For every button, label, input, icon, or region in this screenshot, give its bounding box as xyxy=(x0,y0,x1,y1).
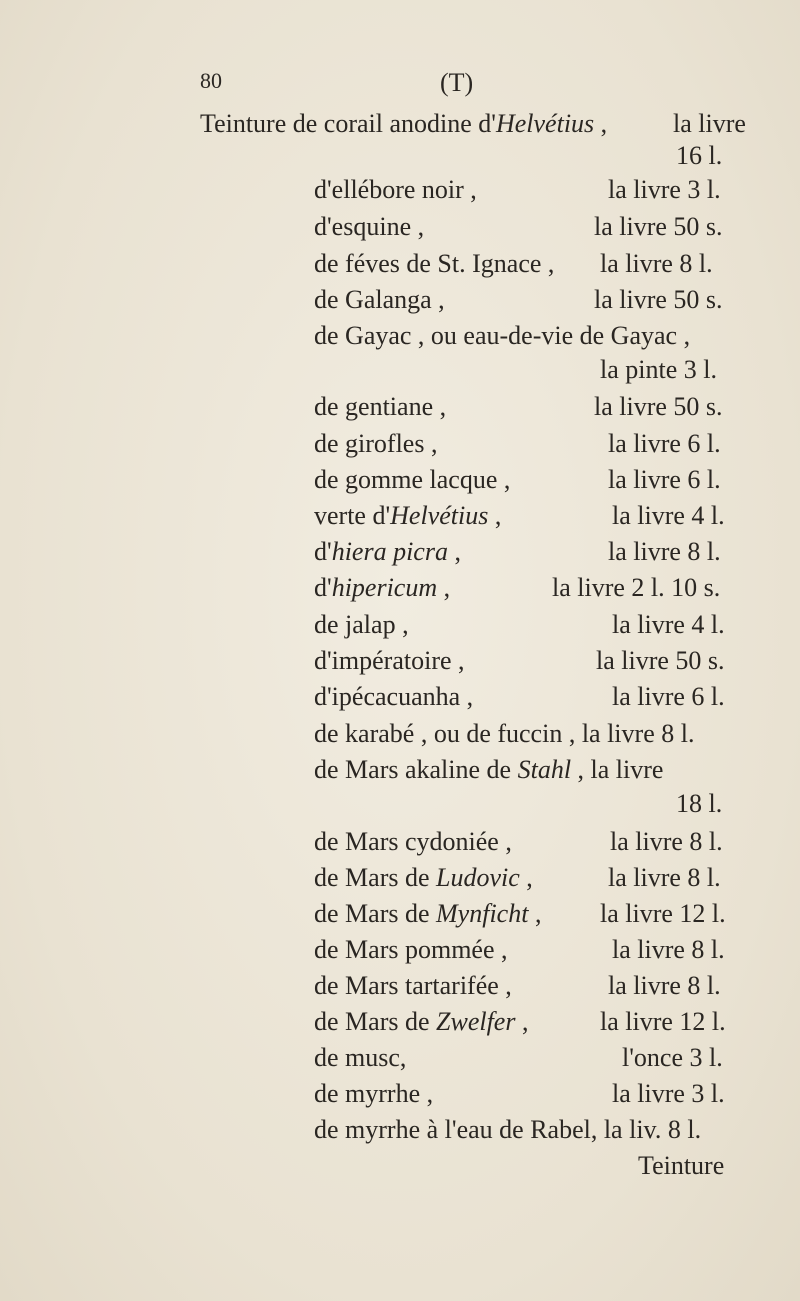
entry-name: Teinture de corail anodine d'Helvétius , xyxy=(200,109,608,138)
entry-name: d'hiera picra , xyxy=(314,537,461,566)
entry-name: de Galanga , xyxy=(314,285,445,314)
entry-name: de girofles , xyxy=(314,429,438,458)
entry-line xyxy=(314,862,533,894)
entry-price: la livre 6 l. xyxy=(608,465,721,494)
entry-name: de jalap , xyxy=(314,610,409,639)
entry-price: la livre 6 l. xyxy=(612,682,725,711)
entry-name: d'hipericum , xyxy=(314,573,451,602)
entry-line xyxy=(314,754,663,786)
entry-name: de Mars de Ludovic , xyxy=(314,863,533,892)
entry-price: la livre 8 l. xyxy=(608,971,721,1000)
entry-name: de gentiane , xyxy=(314,392,447,421)
entry-price: la livre 2 l. 10 s. xyxy=(552,573,721,602)
entry-continuation: 16 l. xyxy=(676,141,723,170)
entry-price: la livre 50 s. xyxy=(594,212,723,241)
entry-price: la livre 4 l. xyxy=(612,501,725,530)
entry-price: la livre 12 l. xyxy=(600,899,726,928)
entry-continuation: la pinte 3 l. xyxy=(600,355,717,384)
entry-name: de gomme lacque , xyxy=(314,465,511,494)
entry-name: d'impératoire , xyxy=(314,646,465,675)
entry-name: de musc, xyxy=(314,1043,407,1072)
entry-price: la livre 3 l. xyxy=(608,175,721,204)
entry-name: verte d'Helvétius , xyxy=(314,501,502,530)
entry-line xyxy=(314,536,461,568)
entry-price: la livre 3 l. xyxy=(612,1079,725,1108)
entry-price: la livre 8 l. xyxy=(612,935,725,964)
entry-price: la livre 8 l. xyxy=(610,827,723,856)
entry-name: de karabé , ou de fuccin , la livre 8 l. xyxy=(314,719,695,748)
entry-name: de féves de St. Ignace , xyxy=(314,249,555,278)
entry-line xyxy=(314,572,450,604)
entry-line xyxy=(314,500,501,532)
entry-name: de myrrhe , xyxy=(314,1079,434,1108)
entry-price: la livre 50 s. xyxy=(594,285,723,314)
entry-name: d'ellébore noir , xyxy=(314,175,477,204)
page-header xyxy=(200,68,540,108)
entry-name: de Mars pommée , xyxy=(314,935,508,964)
entry-name: de Mars de Mynficht , xyxy=(314,899,542,928)
entry-name: de Mars cydoniée , xyxy=(314,827,512,856)
entry-price: la livre xyxy=(673,109,746,138)
entry-name: d'esquine , xyxy=(314,212,425,241)
entry-name: de Mars tartarifée , xyxy=(314,971,512,1000)
entry-price: la livre 12 l. xyxy=(600,1007,726,1036)
entry-name: de Mars akaline de Stahl , la livre xyxy=(314,755,664,784)
entry-line xyxy=(200,108,607,140)
entry-price: l'once 3 l. xyxy=(622,1043,723,1072)
entry-price: la livre 50 s. xyxy=(594,392,723,421)
entry-line xyxy=(314,1006,528,1038)
entry-price: la livre 8 l. xyxy=(608,863,721,892)
entry-line xyxy=(314,898,541,930)
entry-price: la livre 4 l. xyxy=(612,610,725,639)
entry-name: de Mars de Zwelfer , xyxy=(314,1007,529,1036)
entry-continuation: 18 l. xyxy=(676,789,723,818)
entry-price: la livre 8 l. xyxy=(600,249,713,278)
entry-name: de myrrhe à l'eau de Rabel, la liv. 8 l. xyxy=(314,1115,702,1144)
entry-price: la livre 8 l. xyxy=(608,537,721,566)
catchword: Teinture xyxy=(638,1151,725,1180)
page-number: 80 xyxy=(200,68,222,93)
entry-price: la livre 6 l. xyxy=(608,429,721,458)
signature-mark: (T) xyxy=(440,68,474,97)
entry-name: d'ipécacuanha , xyxy=(314,682,474,711)
entry-name: de Gayac , ou eau-de-vie de Gayac , xyxy=(314,321,691,350)
entry-price: la livre 50 s. xyxy=(596,646,725,675)
